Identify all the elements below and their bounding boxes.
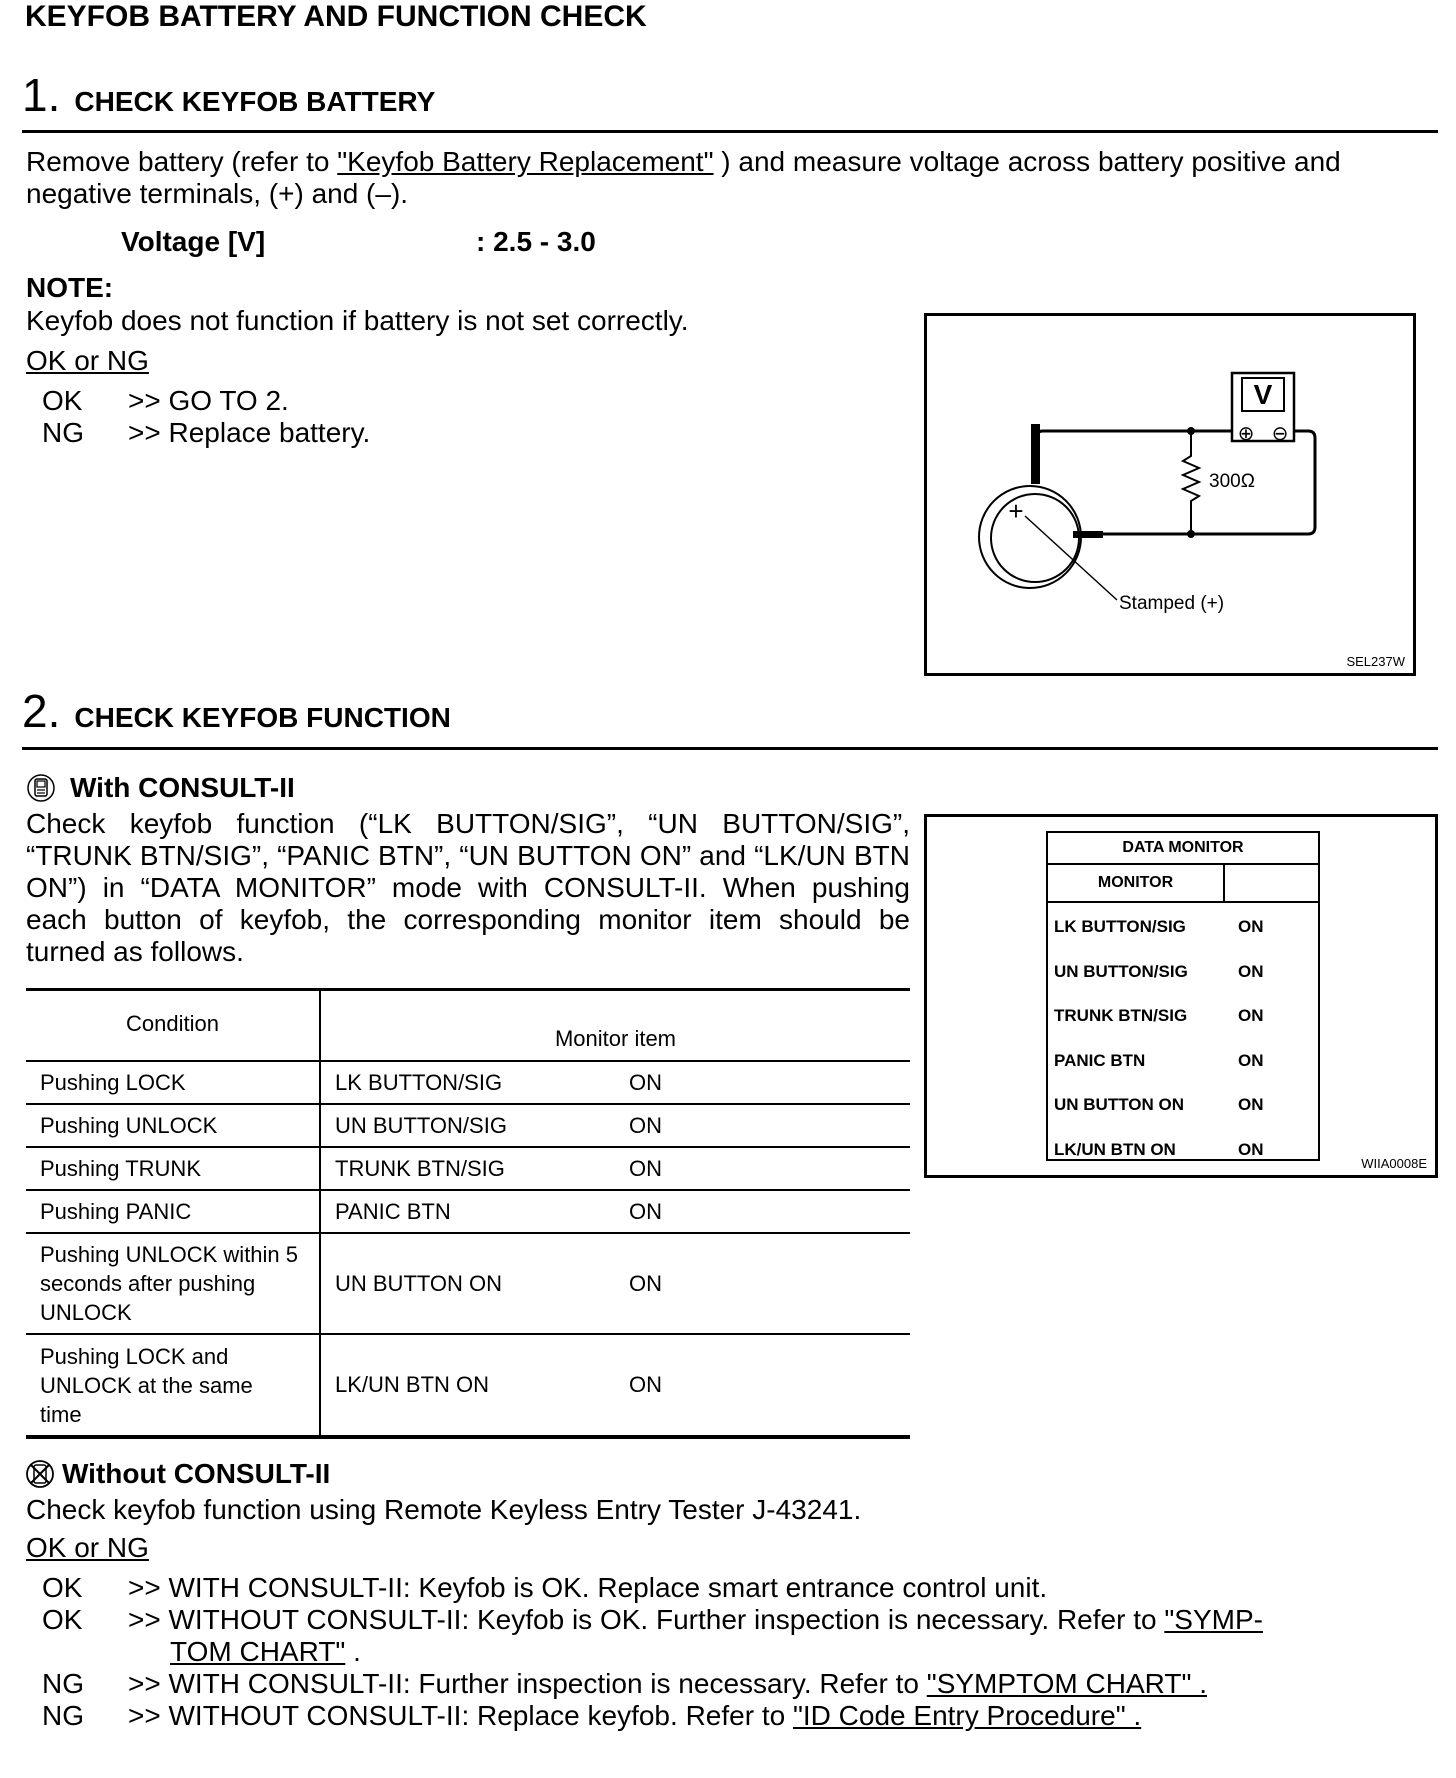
result-text: >> WITH CONSULT-II: Further inspection is necessary. Refer to "SYMPTOM CHART" . (128, 1668, 1207, 1699)
step2-divider (22, 747, 1438, 750)
id-code-entry-link[interactable]: "ID Code Entry Procedure" . (792, 1700, 1142, 1731)
note-label: NOTE: (26, 272, 114, 303)
with-consult-heading (26, 772, 295, 804)
step2-label: CHECK KEYFOB FUNCTION (74, 702, 451, 733)
table-row: Pushing UNLOCK UN BUTTON/SIG ON (26, 1104, 910, 1147)
monitor-row: LK/UN BTN ON ON (1054, 1139, 1264, 1159)
symptom-chart-link-part1[interactable]: "SYMP- (1164, 1604, 1263, 1635)
step1-number: 1. (22, 69, 61, 121)
data-monitor-figure (924, 814, 1438, 1178)
step1-intro: Remove battery (refer to "Keyfob Battery Replacement" ) and measure voltage across battery positive and negative terminals, (+) and (–). (26, 146, 1341, 209)
battery-measurement-figure (924, 313, 1416, 676)
step1-divider (22, 130, 1438, 133)
step1-results (26, 385, 370, 449)
table-row: Pushing UNLOCK within 5 seconds after pushing UNLOCK UN BUTTON ON ON (26, 1233, 910, 1334)
page-title: KEYFOB BATTERY AND FUNCTION CHECK (25, 0, 647, 33)
with-consult-text: Check keyfob function (“LK BUTTON/SIG”, “UN BUTTON/SIG”, “TRUNK BTN/SIG”, “PANIC BTN”, “UN BUTTON ON” and “LK/UN BTN ON”) in “DATA MONITOR” mode with CONSULT-II. When pushing each button of keyfob, the corresponding monitor item should be turned as follows. (26, 808, 910, 967)
without-consult-label: Without CONSULT-II (62, 1458, 331, 1489)
step2-heading (22, 684, 451, 738)
no-consult-icon (24, 1458, 56, 1490)
negative-probe (1073, 531, 1103, 538)
result-row (26, 1572, 1436, 1604)
step2-number: 2. (22, 685, 61, 737)
figure-code: WIIA0008E (1361, 1156, 1427, 1171)
result-text: >> WITHOUT CONSULT-II: Replace keyfob. Refer to "ID Code Entry Procedure" . (128, 1700, 1142, 1731)
resistor-value: 300Ω (1209, 471, 1255, 492)
voltage-spec-value: : 2.5 - 3.0 (476, 226, 596, 257)
step2-results (26, 1572, 1436, 1732)
monitor-row: PANIC BTN ON (1054, 1050, 1264, 1070)
result-key: OK (42, 385, 83, 416)
voltage-spec-label: Voltage [V] (121, 226, 266, 257)
data-monitor-title: DATA MONITOR (1048, 833, 1318, 865)
result-key: NG (42, 1668, 84, 1699)
ok-or-ng-label-1[interactable]: OK or NG (26, 345, 149, 376)
table-row: Pushing LOCK LK BUTTON/SIG ON (26, 1061, 910, 1104)
result-text: >> Replace battery. (128, 417, 371, 448)
step1-label: CHECK KEYFOB BATTERY (74, 86, 436, 117)
result-key: NG (42, 1700, 84, 1731)
table-row: Pushing PANIC PANIC BTN ON (26, 1190, 910, 1233)
result-key: OK (42, 1604, 83, 1635)
monitor-row: UN BUTTON/SIG ON (1054, 961, 1264, 981)
result-key: NG (42, 417, 84, 448)
table-header-row (26, 991, 910, 1061)
result-text: >> GO TO 2. (128, 385, 289, 416)
consult-tool-icon (26, 773, 56, 803)
table-row: Pushing TRUNK TRUNK BTN/SIG ON (26, 1147, 910, 1190)
col-condition: Condition (26, 991, 320, 1061)
ok-or-ng-label-2[interactable]: OK or NG (26, 1532, 149, 1563)
symptom-chart-link-part2[interactable]: TOM CHART" (170, 1636, 346, 1667)
figure-code: SEL237W (1346, 654, 1405, 669)
condition-table (26, 988, 910, 1439)
note-text: Keyfob does not function if battery is not set correctly. (26, 305, 689, 336)
result-row (26, 385, 370, 417)
minus-terminal-icon: ⊖ (1271, 421, 1289, 445)
monitor-row: LK BUTTON/SIG ON (1054, 917, 1264, 937)
monitor-row: TRUNK BTN/SIG ON (1054, 1006, 1264, 1026)
coin-cell-icon (979, 486, 1081, 588)
symptom-chart-link[interactable]: "SYMPTOM CHART" . (926, 1668, 1207, 1699)
result-row (26, 1604, 1436, 1668)
result-row (26, 417, 370, 449)
result-text: >> WITH CONSULT-II: Keyfob is OK. Replace smart entrance control unit. (128, 1572, 1048, 1603)
result-text: >> WITHOUT CONSULT-II: Keyfob is OK. Further inspection is necessary. Refer to "SYMP- TOM CHART" . (128, 1604, 1263, 1667)
without-consult-heading (24, 1458, 330, 1490)
result-row (26, 1700, 1436, 1732)
col-monitor-item: Monitor item (554, 1026, 677, 1051)
without-consult-text: Check keyfob function using Remote Keyless Entry Tester J-43241. (26, 1494, 862, 1525)
circuit-diagram (927, 316, 1413, 673)
cell-plus-mark: + (1008, 496, 1024, 526)
plus-terminal-icon: ⊕ (1237, 421, 1255, 445)
stamped-label: Stamped (+) (1119, 593, 1225, 614)
resistor-icon (1183, 431, 1199, 534)
monitor-row: UN BUTTON ON ON (1054, 1095, 1264, 1115)
table-row: Pushing LOCK and UNLOCK at the same time LK/UN BTN ON ON (26, 1334, 910, 1435)
data-monitor-screen (1046, 831, 1320, 1161)
svg-text:V: V (1253, 379, 1273, 410)
positive-probe (1031, 424, 1040, 484)
result-key: OK (42, 1572, 83, 1603)
with-consult-label: With CONSULT-II (70, 772, 295, 803)
keyfob-battery-replacement-link[interactable]: "Keyfob Battery Replacement" (337, 146, 714, 177)
data-monitor-header: MONITOR (1048, 865, 1318, 903)
result-row (26, 1668, 1436, 1700)
step1-heading (22, 68, 435, 122)
